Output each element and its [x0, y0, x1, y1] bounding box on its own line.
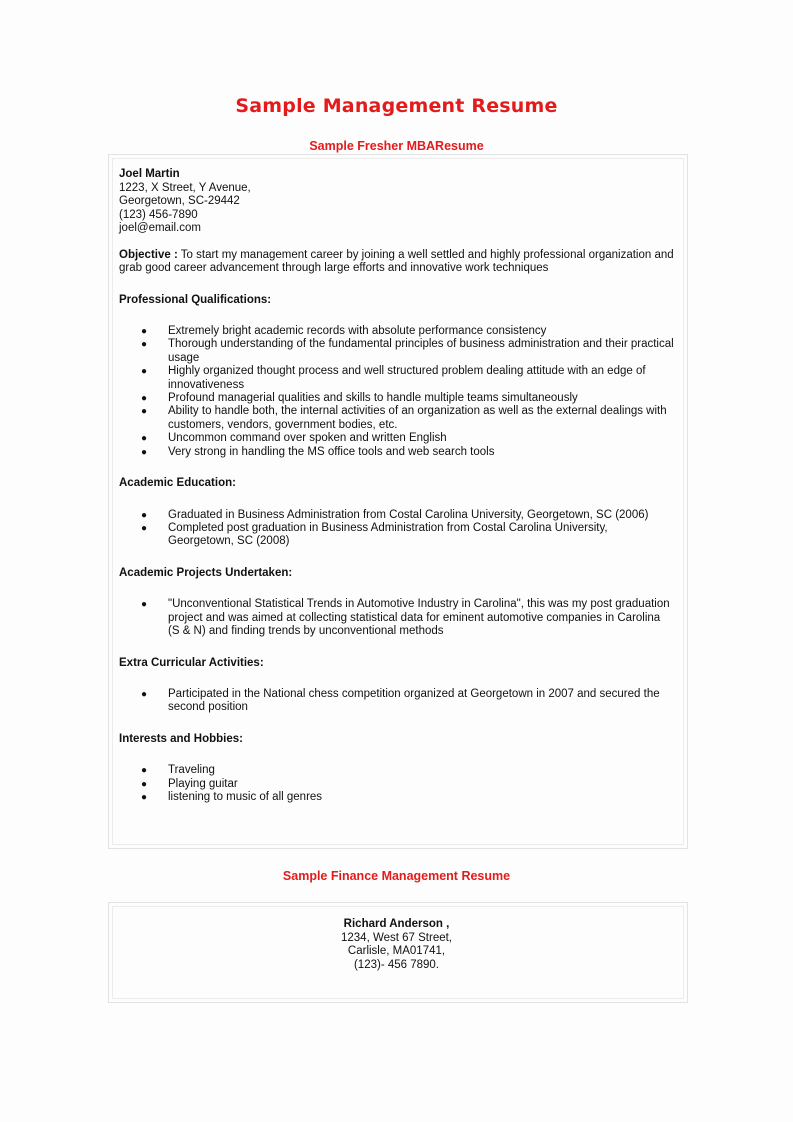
list-item: [119, 338, 674, 365]
list-item: [119, 791, 674, 804]
email-line: joel@email.com: [119, 222, 201, 234]
section-heading: Academic Projects Undertaken:: [119, 566, 293, 579]
finance-phone-line: (123)- 456 7890.: [353, 958, 440, 971]
page-title: Sample Management Resume: [235, 95, 558, 117]
bullet-icon: ●: [141, 406, 148, 418]
fresher-resume-content: [119, 168, 674, 805]
bullet-list: [119, 598, 674, 638]
list-item: [119, 392, 674, 405]
list-item-text: Participated in the National chess competition organized at Georgetown in 2007 and secured the second position: [168, 688, 660, 714]
list-item: [119, 522, 674, 549]
resume-sections: [119, 294, 674, 805]
bullet-list: [119, 509, 674, 549]
section-heading: Interests and Hobbies:: [119, 732, 243, 745]
list-item-text: Highly organized thought process and well structured problem dealing attitude with an edge of innovativeness: [168, 365, 646, 391]
bullet-icon: ●: [141, 433, 148, 445]
finance-candidate-name: Richard Anderson ,: [343, 918, 450, 930]
list-item: [119, 509, 674, 522]
bullet-list: [119, 764, 674, 804]
list-item: [119, 778, 674, 791]
list-item-text: Very strong in handling the MS office tools and web search tools: [168, 445, 495, 458]
objective-label: Objective :: [119, 248, 178, 261]
bullet-icon: ●: [141, 778, 148, 790]
list-item: [119, 598, 674, 638]
bullet-icon: ●: [141, 689, 148, 700]
list-item-text: Completed post graduation in Business Administration from Costal Carolina University, Georgetown, SC (2008): [168, 521, 608, 548]
bullet-icon: ●: [141, 599, 148, 611]
bullet-icon: ●: [141, 446, 148, 458]
list-item-text: Traveling: [168, 764, 215, 777]
finance-address-line: 1234, West 67 Street,: [340, 931, 453, 944]
section-heading: Professional Qualifications:: [119, 293, 272, 306]
bullet-icon: ●: [141, 765, 148, 777]
list-item: [119, 365, 674, 392]
bullet-list: [119, 325, 674, 459]
address-line: Georgetown, SC-29442: [119, 195, 240, 207]
list-item-text: listening to music of all genres: [168, 791, 323, 804]
list-item-text: Graduated in Business Administration from Costal Carolina University, Georgetown, SC (2006): [168, 508, 649, 521]
list-item-text: Uncommon command over spoken and written English: [168, 432, 447, 445]
bullet-icon: ●: [141, 509, 148, 521]
list-item: [119, 446, 674, 459]
list-item-text: Extremely bright academic records with absolute performance consistency: [168, 325, 547, 337]
finance-resume-content: [0, 918, 793, 972]
objective-text: To start my management career by joining a well settled and highly professional organization and grab good career advancement through large efforts and innovative work techniques: [119, 248, 674, 274]
phone-line: (123) 456-7890: [119, 208, 198, 221]
bullet-icon: ●: [141, 366, 148, 378]
list-item-text: Profound managerial qualities and skills to handle multiple teams simultaneously: [168, 392, 578, 405]
section-heading: Extra Curricular Activities:: [119, 656, 264, 669]
list-item-text: Ability to handle both, the internal activities of an organization as well as the external dealings with customers, vendors, government bodies, etc.: [168, 405, 667, 431]
bullet-icon: ●: [141, 792, 148, 804]
bullet-icon: ●: [141, 339, 148, 351]
finance-address-line: Carlisle, MA01741,: [347, 945, 446, 957]
bullet-list: [119, 688, 674, 715]
candidate-name: Joel Martin: [119, 168, 180, 180]
list-item: [119, 405, 674, 432]
bullet-icon: ●: [141, 393, 148, 405]
address-line: 1223, X Street, Y Avenue,: [119, 181, 251, 194]
bullet-icon: ●: [141, 522, 148, 534]
bullet-icon: ●: [141, 326, 148, 337]
finance-section-title: Sample Finance Management Resume: [282, 869, 511, 883]
list-item: [119, 432, 674, 445]
fresher-section-title: Sample Fresher MBAResume: [309, 139, 484, 153]
list-item: [119, 325, 674, 338]
list-item: [119, 688, 674, 715]
list-item-text: "Unconventional Statistical Trends in Automotive Industry in Carolina", this was my post graduation project and was aimed at collecting statistical data for eminent automotive companies in Carolina (S & N) and finding trends by unconventional methods: [168, 598, 670, 638]
objective: [119, 249, 674, 276]
list-item: [119, 764, 674, 777]
section-heading: Academic Education:: [119, 477, 236, 490]
list-item-text: Thorough understanding of the fundamental principles of business administration and their practical usage: [168, 338, 674, 364]
list-item-text: Playing guitar: [168, 777, 238, 790]
